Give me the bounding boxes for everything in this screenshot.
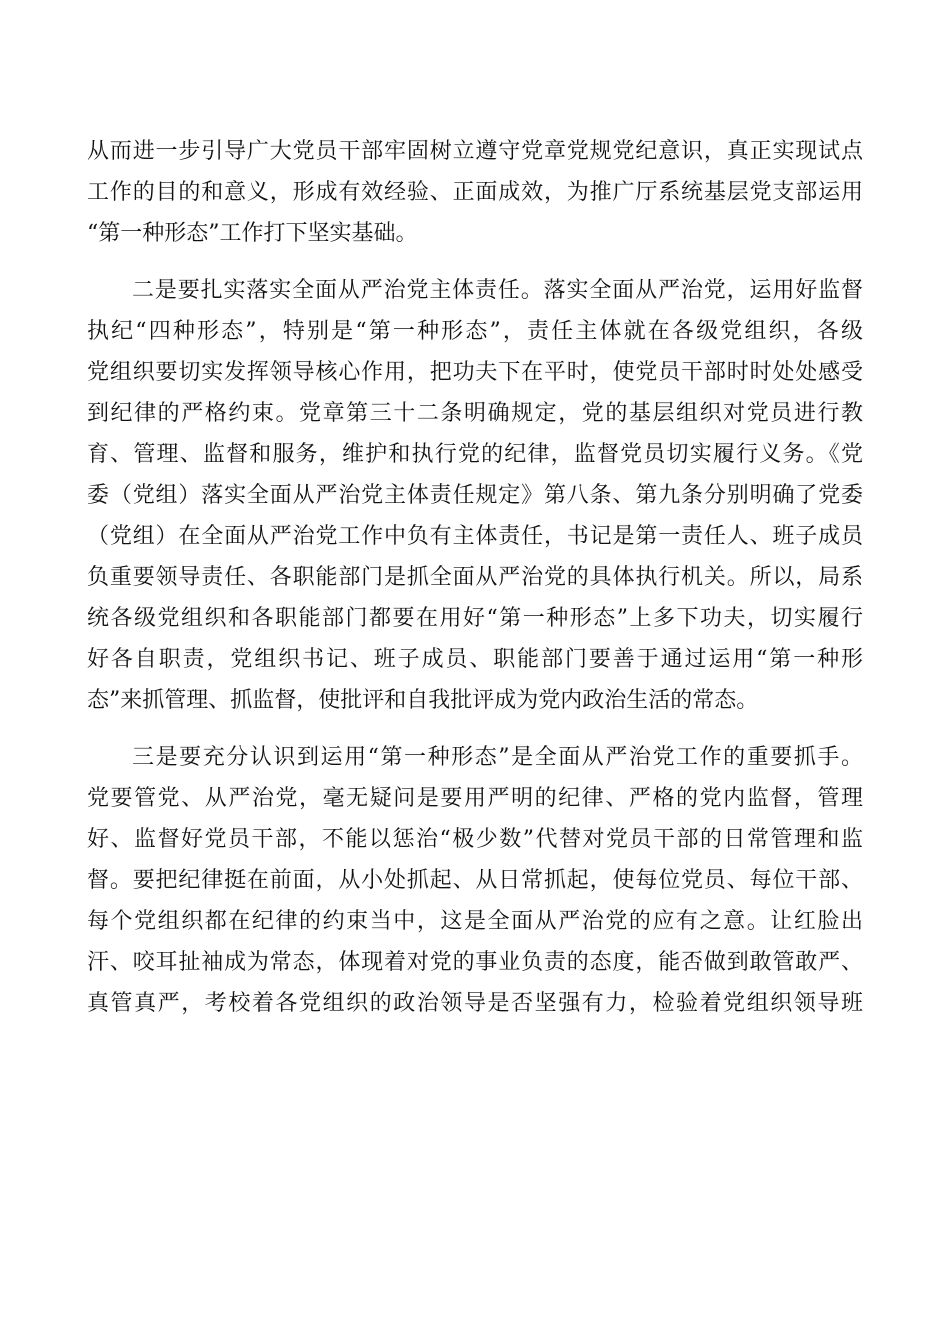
text-line: 育、管理、监督和服务，维护和执行党的纪律，监督党员切实履行义务。《党 [87,442,863,467]
document-body [87,131,863,1024]
text-line: 好、监督好党员干部，不能以惩治“极少数”代替对党员干部的日常管理和监 [87,827,863,852]
text-line: 督。要把纪律挺在前面，从小处抓起、从日常抓起，使每位党员、每位干部、 [87,868,863,893]
text-line: 三是要充分认识到运用“第一种形态”是全面从严治党工作的重要抓手。 [132,745,863,770]
text-line: 执纪“四种形态”，特别是“第一种形态”，责任主体就在各级党组织，各级 [87,319,863,344]
text-line: 汗、咬耳扯袖成为常态，体现着对党的事业负责的态度，能否做到敢管敢严、 [87,950,863,975]
paragraph-3 [87,737,863,1024]
text-line: 负重要领导责任、各职能部门是抓全面从严治党的具体执行机关。所以，局系 [87,565,863,590]
text-line: 党组织要切实发挥领导核心作用，把功夫下在平时，使党员干部时时处处感受 [87,360,863,385]
text-line: 态”来抓管理、抓监督，使批评和自我批评成为党内政治生活的常态。 [87,688,759,713]
text-line: 到纪律的严格约束。党章第三十二条明确规定，党的基层组织对党员进行教 [87,401,863,426]
text-line: 委（党组）落实全面从严治党主体责任规定》第八条、第九条分别明确了党委 [87,483,863,508]
text-line: 从而进一步引导广大党员干部牢固树立遵守党章党规党纪意识，真正实现试点 [87,139,863,164]
text-line: 二是要扎实落实全面从严治党主体责任。落实全面从严治党，运用好监督 [132,278,863,303]
text-line: （党组）在全面从严治党工作中负有主体责任，书记是第一责任人、班子成员 [87,524,863,549]
text-line: 好各自职责，党组织书记、班子成员、职能部门要善于通过运用“第一种形 [87,647,863,672]
paragraph-2 [87,270,863,721]
text-line: 党要管党、从严治党，毫无疑问是要用严明的纪律、严格的党内监督，管理 [87,786,863,811]
text-line: 真管真严，考校着各党组织的政治领导是否坚强有力，检验着党组织领导班 [87,991,863,1016]
text-line: “第一种形态”工作打下坚实基础。 [87,221,418,246]
paragraph-1 [87,131,863,254]
text-line: 统各级党组织和各职能部门都要在用好“第一种形态”上多下功夫，切实履行 [87,606,863,631]
text-line: 工作的目的和意义，形成有效经验、正面成效，为推广厅系统基层党支部运用 [87,180,863,205]
text-line: 每个党组织都在纪律的约束当中，这是全面从严治党的应有之意。让红脸出 [87,909,863,934]
